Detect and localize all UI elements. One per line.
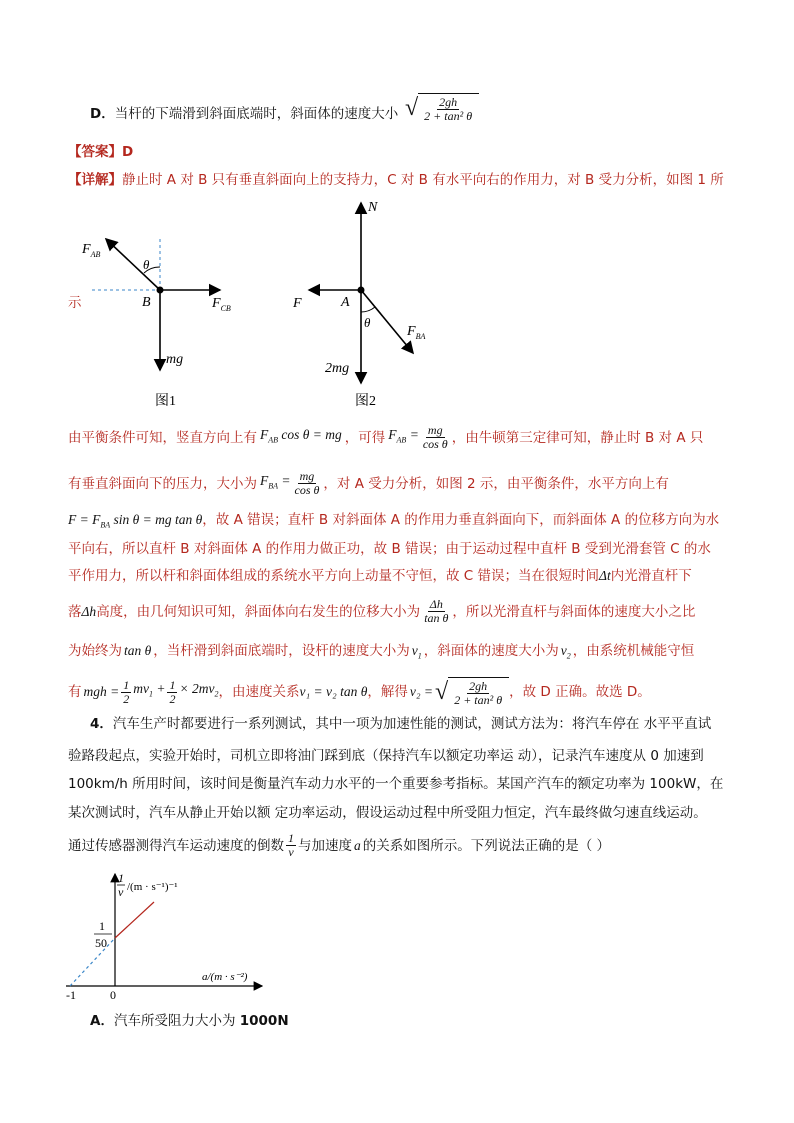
- detail-line-8: [68, 641, 694, 667]
- detail-l3-a: 有垂直斜面向下的压力，大小为: [68, 475, 257, 492]
- detail-l2-c: ，由牛顿第三定律可知，静止时 B 对 A 只: [451, 429, 704, 446]
- q4-ylabel-unit: /(m · s⁻¹)⁻¹: [127, 881, 178, 893]
- l4-eq-sub: BA: [100, 520, 111, 530]
- l2-f-lhs: $F_{AB}$ =: [388, 426, 419, 445]
- detail-l7-a: 落: [68, 603, 82, 620]
- fig1-point-b: [157, 287, 164, 294]
- detail-l6-math: Δt: [599, 568, 611, 583]
- l7-frac: [422, 598, 450, 625]
- detail-line-3: [68, 470, 669, 497]
- q4-option-a-label: A．: [90, 1013, 114, 1029]
- detail-l2-b: ，可得: [344, 429, 386, 446]
- l9-t1: mv: [133, 681, 149, 697]
- q4-line-3: 100km/h 所用时间，该时间是衡量汽车动力水平的一个重要参考指标。某国产汽车的额定功率为 100kW，在: [68, 776, 724, 792]
- fig2-theta: θ: [364, 315, 371, 330]
- q4-inv-v-num: 1: [288, 831, 294, 845]
- q4-xneg-tick: -1: [66, 988, 76, 1002]
- detail-l7-b: 高度，由几何知识可知，斜面体向右发生的位移大小为: [96, 603, 421, 620]
- q4-line-1-text: 汽车生产时都要进行一系列测试，其中一项为加速性能的测试，测试方法为：将汽车停在 水平平直试: [112, 716, 712, 732]
- l9-eq-lhs: mgh =: [83, 684, 120, 699]
- detail-l9-b: ，由速度关系: [218, 684, 300, 700]
- detail-l6-a: 平作用力，所以杆和斜面体组成的系统水平方向上动量不守恒，故 C 错误；当在很短时间: [68, 568, 600, 584]
- q4-inv-v-den: v: [288, 845, 294, 859]
- l9-solution-lhs: v₂ =: [409, 684, 434, 699]
- detail-l9-d: ，故 D 正确。故选 D。: [509, 684, 651, 700]
- l9-half-2-den: 2: [169, 691, 176, 706]
- detail-l8-a: 为始终为: [68, 643, 122, 659]
- l9-t2-sub: 2: [214, 689, 219, 699]
- fig1-fab-label: F: [82, 242, 91, 257]
- detail-l8-math-1: tan θ: [124, 643, 152, 658]
- detail-l9-a: 有: [68, 684, 82, 700]
- l8-v1-sub: 1: [417, 651, 422, 661]
- l2-frac-den: cos θ: [422, 437, 448, 451]
- fig1-mg-label: mg: [166, 352, 184, 367]
- l2-eq-rest: cos θ = mg: [278, 426, 342, 442]
- figure-2: [285, 195, 455, 410]
- option-d: [90, 104, 398, 124]
- q4-yint-den: 50: [95, 936, 107, 950]
- option-d-den: 2 + tan² θ: [424, 108, 473, 123]
- l2-frac-num: mg: [427, 423, 443, 437]
- l3-frac-num: mg: [299, 469, 315, 483]
- detail-l7-math: Δh: [81, 603, 97, 619]
- l4-eq: [68, 512, 203, 530]
- l9-half-1-num: 1: [123, 677, 130, 692]
- q4-l5-c: 的关系如图所示。下列说法正确的是（ ）: [362, 837, 611, 854]
- l3-f-lhs-text: F: [260, 472, 269, 488]
- q4-l5-a-symbol: a: [354, 837, 361, 853]
- l9-sqrt-num: 2gh: [469, 678, 488, 693]
- detail-l8-math-3: [560, 643, 571, 661]
- fig1-fcb-label: F: [212, 296, 221, 311]
- detail-line-1-text: 静止时 A 对 B 只有垂直斜面向上的支持力，C 对 B 有水平向右的作用力，对 B 受力分析，如图 1 所: [122, 172, 724, 188]
- l7-frac-den: tan θ: [424, 611, 449, 625]
- q4-origin: 0: [110, 988, 116, 1002]
- detail-l2-eq: [260, 425, 342, 451]
- l9-sqrt: √ $\frac{2gh}{\text{2 + tan² θ}}$: [435, 677, 509, 707]
- fig2-caption: 图2: [355, 394, 376, 409]
- q4-line-5: [68, 832, 610, 859]
- detail-line-9: [68, 677, 651, 707]
- q4-option-a-text: 汽车所受阻力大小为: [113, 1013, 240, 1029]
- l8-v2: v: [560, 643, 567, 658]
- fig1-arrow-fab: [106, 239, 160, 290]
- l2-eq-lhs: F: [260, 426, 269, 442]
- q4-number: 4．: [90, 716, 113, 732]
- q4-xlabel: a/(m · s⁻²): [202, 971, 248, 983]
- detail-l8-math-2: [411, 643, 422, 661]
- fig2-fba-label: F: [407, 324, 416, 339]
- fig2-2mg-label: 2mg: [325, 361, 350, 376]
- l9-half-1-den: 2: [123, 691, 130, 706]
- answer-value: D: [122, 144, 134, 160]
- detail-l8-c: ，斜面体的速度大小为: [423, 643, 559, 659]
- detail-tag: 【详解】: [68, 172, 122, 188]
- answer-line: [68, 142, 133, 162]
- q4-ylabel-den: v: [118, 885, 124, 899]
- l4-eq-rest: sin θ = mg tan θ: [110, 512, 203, 527]
- l9-plus: +: [152, 681, 166, 697]
- fig1-theta: θ: [143, 257, 150, 272]
- fig2-angle-arc: [361, 307, 375, 312]
- detail-line-5: 平向右，所以直杆 B 对斜面体 A 的作用力做正功，故 B 错误；由于运动过程中直杆 B 受到光滑套管 C 的水: [68, 541, 711, 557]
- q4-dashed-extension: [70, 938, 115, 986]
- l9-half-1: [121, 679, 131, 706]
- l7-frac-num: Δh: [429, 597, 443, 611]
- fig2-point-a: [358, 287, 365, 294]
- l2-eq-sub: AB: [268, 435, 279, 445]
- detail-l8-d: ，由系统机械能守恒: [572, 643, 695, 659]
- fig2-f-label: F: [293, 296, 302, 311]
- q4-line-1: [90, 714, 711, 734]
- l3-frac: [293, 470, 322, 497]
- l3-f-lhs: $F_{BA}$ =: [260, 472, 291, 491]
- detail-l8-b: ，当杆滑到斜面底端时，设杆的速度大小为: [153, 643, 410, 659]
- l9-half-2: [167, 679, 177, 706]
- l9-sqrt-den: 2 + tan² θ: [454, 692, 503, 707]
- l9-t2: × 2mv: [179, 681, 215, 697]
- q4-data-line: [115, 902, 154, 938]
- l3-frac-den: cos θ: [294, 483, 320, 497]
- svg-text:FBA: [406, 324, 425, 341]
- l9-term-2: [179, 679, 218, 705]
- q4-ylabel-num: 1: [118, 871, 124, 885]
- q4-line-2: 验路段起点，实验开始时，司机立即将油门踩到底（保持汽车以额定功率运 动），记录汽车速度从 0 加速到: [68, 748, 704, 764]
- fig2-a-label: A: [341, 295, 350, 310]
- q4-option-a: [90, 1011, 289, 1031]
- fig1-fab-sub: AB: [90, 250, 101, 259]
- svg-text:FCB: [211, 296, 231, 313]
- l9-relation: v₁ = v₂ tan θ: [299, 684, 368, 699]
- l2-frac: [421, 424, 450, 451]
- svg-text:FAB: [81, 242, 100, 259]
- detail-l3-b: ，对 A 受力分析，如图 2 示，由平衡条件，水平方向上有: [323, 475, 669, 492]
- q4-option-a-value: 1000N: [239, 1013, 289, 1029]
- detail-line-6: [68, 566, 692, 586]
- figure-1: [80, 205, 250, 410]
- l9-half-2-num: 1: [169, 677, 176, 692]
- fig1-fcb-sub: CB: [220, 304, 231, 313]
- q4-l5-b: 与加速度: [298, 837, 352, 854]
- detail-line-1: [68, 170, 724, 190]
- l4-eq-lhs: F = F: [68, 512, 101, 527]
- option-d-num: 2gh: [439, 94, 458, 109]
- l2-f-lhs-text: F: [388, 426, 397, 442]
- q4-line-4: 某次测试时，汽车从静止开始以额 定功率运动，假设运动过程中所受阻力恒定，汽车最终做匀速直线运动。: [68, 805, 707, 821]
- fig2-n-label: N: [368, 200, 378, 215]
- l9-term-1: [133, 679, 165, 705]
- detail-l2-a: 由平衡条件可知，竖直方向上有: [68, 429, 257, 446]
- detail-line-7: [68, 598, 695, 625]
- detail-l6-b: 内光滑直杆下: [610, 568, 692, 584]
- l9-t1-sub: 1: [148, 689, 153, 699]
- fig1-b-label: B: [142, 295, 151, 310]
- q4-yint-num: 1: [99, 919, 105, 933]
- detail-l4-text: ，故 A 错误；直杆 B 对斜面体 A 的作用力垂直斜面向下，而斜面体 A 的位移方向为水: [202, 512, 720, 528]
- detail-l7-c: ，所以光滑直杆与斜面体的速度大小之比: [452, 603, 696, 620]
- l8-v1: v: [411, 643, 418, 658]
- detail-l9-c: ，解得: [367, 684, 408, 700]
- option-d-text: 当杆的下端滑到斜面底端时，斜面体的速度大小: [114, 106, 399, 122]
- detail-line-2: [68, 424, 703, 451]
- l3-f-sub: BA: [268, 481, 279, 491]
- l8-v2-sub: 2: [566, 651, 571, 661]
- fig2-fba-sub: BA: [415, 332, 426, 341]
- detail-line-4: [68, 510, 719, 536]
- q4-graph: [62, 868, 272, 1003]
- answer-tag: 【答案】: [68, 144, 122, 160]
- q4-l5-a: 通过传感器测得汽车运动速度的倒数: [68, 837, 284, 854]
- detail-line-1b: 示: [68, 295, 82, 311]
- option-d-label: D．: [90, 106, 115, 122]
- option-d-formula: √ $\frac{2gh}{\text{2 + tan² θ}}$: [405, 93, 479, 123]
- q4-inv-v: [286, 832, 296, 859]
- l2-f-sub: AB: [396, 435, 407, 445]
- fig1-caption: 图1: [155, 394, 176, 409]
